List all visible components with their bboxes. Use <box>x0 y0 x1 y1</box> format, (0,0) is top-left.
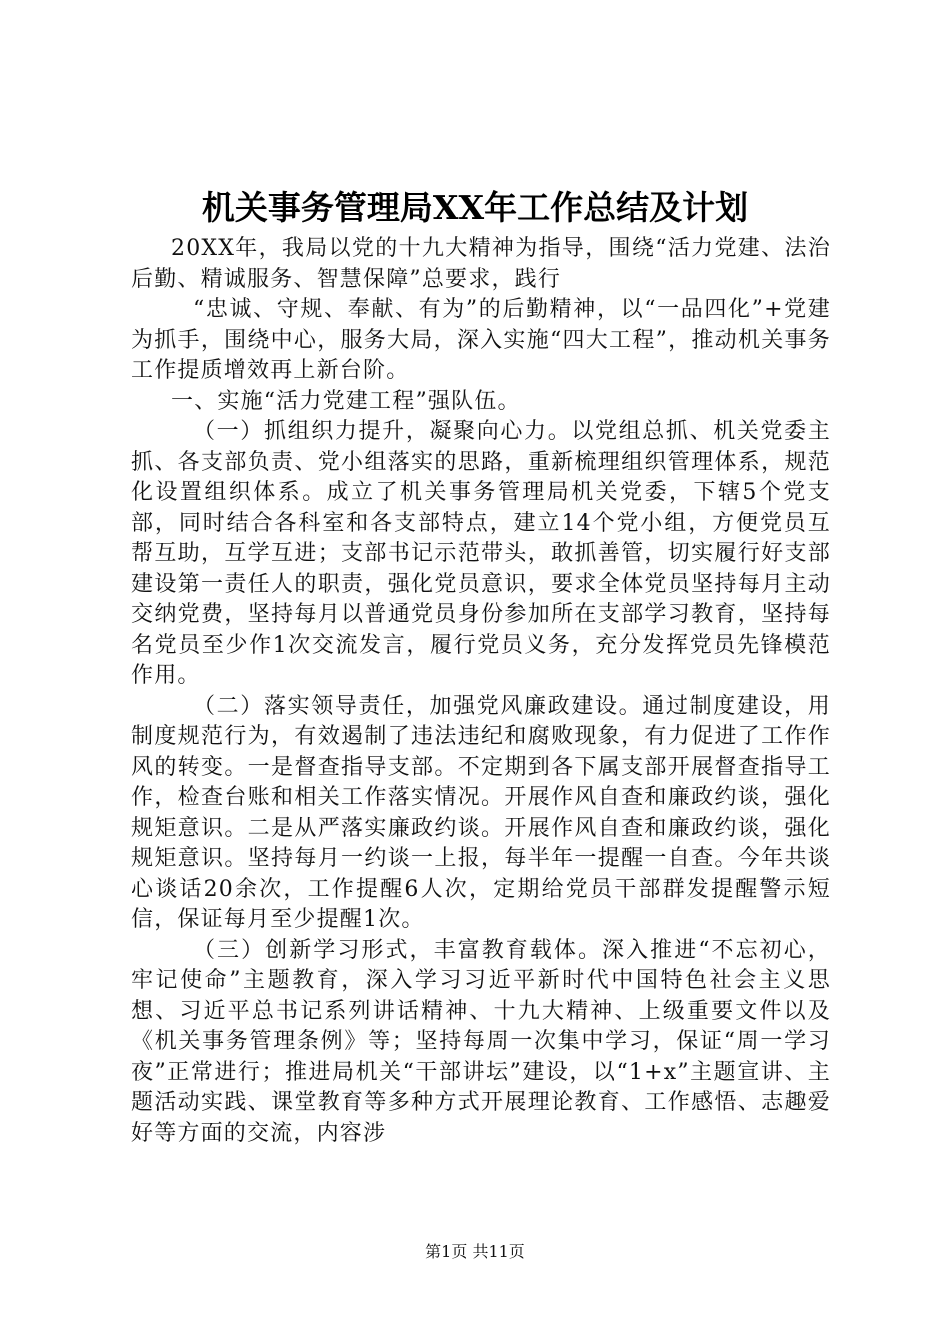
document-title: 机关事务管理局XX年工作总结及计划 <box>201 188 749 227</box>
section-heading: 一、实施“活力党建工程”强队伍。 <box>171 388 521 414</box>
paragraph-spirit: “忠诚、守规、奉献、有为”的后勤精神，以“一品四化”+党建为抓手，围绕中心，服务大局，深入实施“四大工程”，推动机关事务工作提质增效再上新台阶。 <box>131 297 831 383</box>
paragraph-item-3: （三）创新学习形式，丰富教育载体。深入推进“不忘初心，牢记使命”主题教育，深入学习习近平新时代中国特色社会主义思想、习近平总书记系列讲话精神、十九大精神、上级重要文件以及《机关事务管理条例》等；坚持每周一次集中学习，保证“周一学习夜”正常进行；推进局机关“干部讲坛”建设，以“1+x”主题宣讲、主题活动实践、课堂教育等多种方式开展理论教育、工作感悟、志趣爱好等方面的交流，内容涉 <box>131 937 831 1146</box>
paragraph-item-2: （二）落实领导责任，加强党风廉政建设。通过制度建设，用制度规范行为，有效遏制了违法违纪和腐败现象，有力促进了工作作风的转变。一是督查指导支部。不定期到各下属支部开展督查指导工作，检查台账和相关工作落实情况。开展作风自查和廉政约谈，强化规矩意识。二是从严落实廉政约谈。开展作风自查和廉政约谈，强化规矩意识。坚持每月一约谈一上报，每半年一提醒一自查。今年共谈心谈话20余次，工作提醒6人次，定期给党员干部群发提醒警示短信，保证每月至少提醒1次。 <box>131 693 831 932</box>
page-footer: 第1页 共11页 <box>425 1242 525 1261</box>
paragraph-intro: 20XX年，我局以党的十九大精神为指导，围绕“活力党建、法治后勤、精诚服务、智慧保障”总要求，践行 <box>131 236 831 292</box>
paragraph-item-1: （一）抓组织力提升，凝聚向心力。以党组总抓、机关党委主抓、各支部负责、党小组落实的思路，重新梳理组织管理体系，规范化设置组织体系。成立了机关事务管理局机关党委，下辖5个党支部，同时结合各科室和各支部特点，建立14个党小组，方便党员互帮互助，互学互进；支部书记示范带头，敢抓善管，切实履行好支部建设第一责任人的职责，强化党员意识，要求全体党员坚持每月主动交纳党费，坚持每月以普通党员身份参加所在支部学习教育，坚持每名党员至少作1次交流发言，履行党员义务，充分发挥党员先锋模范作用。 <box>131 419 831 688</box>
document-body <box>131 234 831 1149</box>
